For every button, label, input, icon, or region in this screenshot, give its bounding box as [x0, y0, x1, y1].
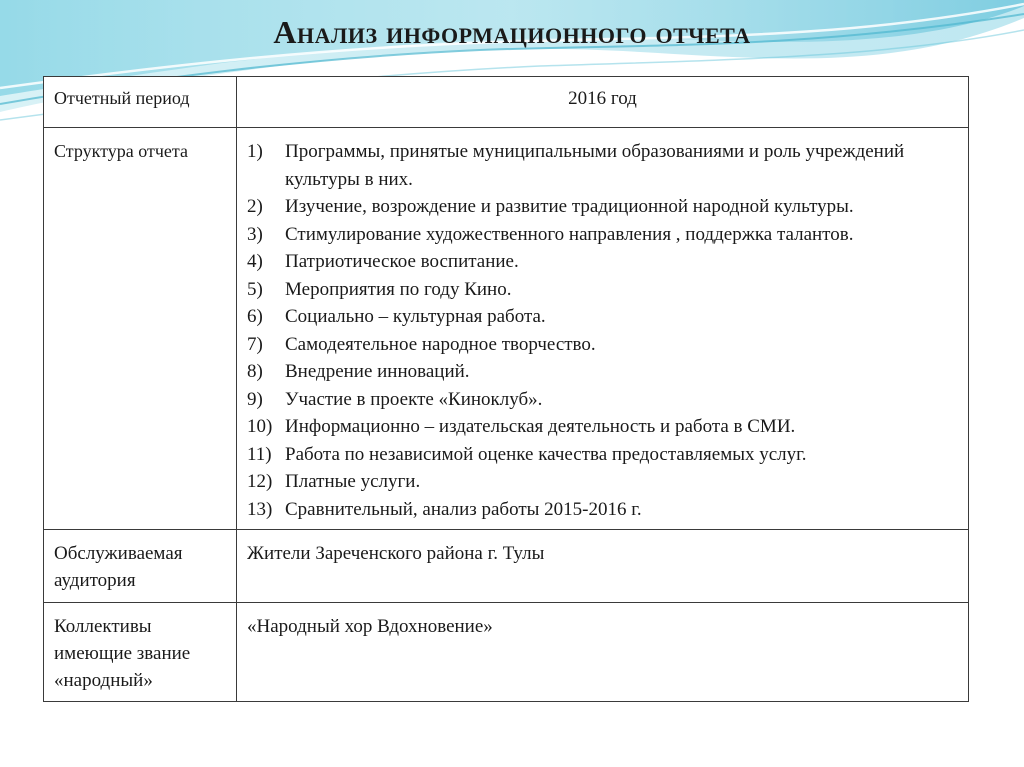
list-item-text: Самодеятельное народное творчество.: [285, 333, 596, 355]
list-item-text: Патриотическое воспитание.: [285, 251, 519, 272]
list-item: [247, 413, 958, 441]
list-item: [247, 496, 958, 524]
list-item: [247, 193, 958, 221]
list-item: [247, 441, 958, 469]
list-item: [247, 221, 958, 249]
structure-value: [237, 128, 969, 530]
list-item-text: Изучение, возрождение и развитие традиционной народной культуры.: [285, 196, 854, 217]
list-item-text: Информационно – издательская деятельность и работа в СМИ.: [285, 416, 796, 437]
table-row-audience: [44, 530, 969, 603]
list-item-number: 11): [247, 443, 272, 465]
list-item: [247, 468, 958, 496]
list-item-number: 4): [247, 251, 263, 272]
list-item-number: 3): [247, 223, 263, 245]
period-label: Отчетный период: [44, 77, 237, 128]
report-table: [43, 76, 969, 702]
list-item-number: 13): [247, 498, 273, 520]
collectives-value: «Народный хор Вдохновение»: [237, 603, 969, 702]
list-item: [247, 276, 958, 304]
list-item-number: 8): [247, 361, 263, 382]
slide-title: Анализ информационного отчета: [273, 14, 751, 50]
list-item: [247, 331, 958, 359]
collectives-label: Коллективы имеющие звание «народный»: [44, 603, 237, 702]
structure-label: Структура отчета: [44, 128, 237, 530]
list-item-text: Участие в проекте «Киноклуб».: [285, 388, 543, 410]
audience-label: Обслуживаемая аудитория: [44, 530, 237, 603]
list-item: [247, 386, 958, 414]
table-row-collectives: [44, 603, 969, 702]
list-item: [247, 138, 958, 193]
list-item-number: 2): [247, 196, 263, 217]
list-item-number: 12): [247, 471, 273, 492]
list-item-number: 7): [247, 333, 263, 355]
list-item-text: Платные услуги.: [285, 471, 421, 492]
list-item: [247, 358, 958, 386]
table-row-structure: [44, 128, 969, 530]
list-item-number: 6): [247, 306, 263, 327]
list-item: [247, 248, 958, 276]
list-item-text: Программы, принятые муниципальными образованиями и роль учреждений культуры в них.: [285, 141, 905, 190]
list-item: [247, 303, 958, 331]
list-item-number: 10): [247, 416, 273, 437]
audience-value: Жители Зареченского района г. Тулы: [237, 530, 969, 603]
list-item-number: 1): [247, 141, 263, 162]
list-item-number: 5): [247, 278, 263, 300]
list-item-text: Социально – культурная работа.: [285, 306, 546, 327]
list-item-text: Мероприятия по году Кино.: [285, 278, 512, 300]
list-item-text: Внедрение инноваций.: [285, 361, 470, 382]
period-value: 2016 год: [237, 77, 969, 128]
list-item-text: Работа по независимой оценке качества предоставляемых услуг.: [285, 443, 807, 465]
table-row-period: [44, 77, 969, 128]
list-item-number: 9): [247, 388, 263, 410]
structure-list: [247, 138, 958, 523]
list-item-text: Стимулирование художественного направления , поддержка талантов.: [285, 223, 854, 245]
list-item-text: Сравнительный, анализ работы 2015-2016 г.: [285, 498, 642, 520]
